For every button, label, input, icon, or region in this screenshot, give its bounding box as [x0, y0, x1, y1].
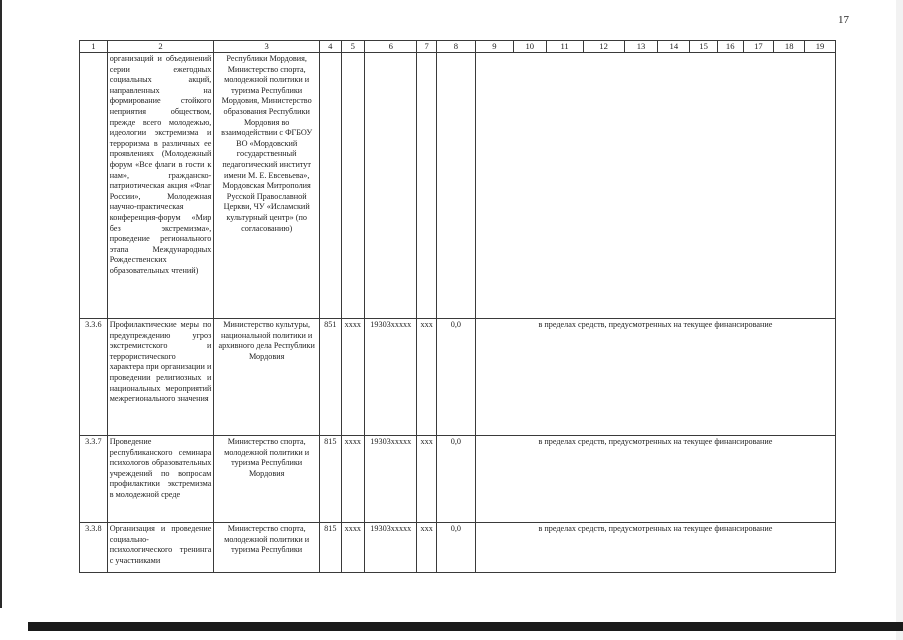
empty-cell — [365, 53, 417, 319]
col-header: 13 — [624, 41, 658, 53]
col-header: 1 — [80, 41, 108, 53]
row-number-cell — [80, 53, 108, 319]
code-cell: хххх — [341, 523, 365, 573]
col-header: 5 — [341, 41, 365, 53]
measure-name-cell: Проведение республиканского семинара психологов образовательных учреждений по вопросам профилактики экстремизма в молодежной среде — [107, 436, 214, 523]
executor-cell: Республики Мордовия, Министерство спорта, молодежной политики и туризма Республики Мордовия, Министерство образования Республики Мордовия во взаимодействии с ФГБОУ ВО «Мордовский государственный педагогический институт имени М. Е. Евсевьева», Мордовская Митрополия Русской Православной Церкви, ЧУ «Исламский культурный центр» (по согласованию) — [214, 53, 320, 319]
col-header: 7 — [417, 41, 436, 53]
col-header: 9 — [475, 41, 513, 53]
scan-bottom-bar — [28, 622, 903, 631]
measure-name-cell: Профилактические меры по предупреждению угроз экстремистского и террористического характера при организации и проведении религиозных и национальных мероприятий межрегионального значения — [107, 319, 214, 436]
empty-cell — [436, 53, 475, 319]
code-cell: хххх — [341, 436, 365, 523]
code-cell: ххх — [417, 523, 436, 573]
col-header: 14 — [658, 41, 690, 53]
page-number: 17 — [838, 14, 849, 26]
executor-cell: Министерство культуры, национальной политики и архивного дела Республики Мордовия — [214, 319, 320, 436]
executor-cell: Министерство спорта, молодежной политики и туризма Республики — [214, 523, 320, 573]
code-cell: 815 — [320, 523, 342, 573]
measure-name-cell: организаций и объединений серии ежегодных социальных акций, направленных на формирование стойкого неприятия обществом, прежде всего молодежью, идеологии экстремизма и терроризма в различных ее проявлениях (Молодежный форум «Все флаги в гости к нам», гражданско-патриотическая акция «Флаг России», Молодежная научно-практическая конференция-форум «Мир без экстремизма», проведение регионального этапа Международных Рождественских образовательных чтений) — [107, 53, 214, 319]
table-row — [80, 523, 836, 573]
program-table — [79, 40, 836, 573]
amount-cell: 0,0 — [436, 319, 475, 436]
code-cell: ххх — [417, 319, 436, 436]
financing-cell: в пределах средств, предусмотренных на текущее финансирование — [475, 319, 835, 436]
col-header: 8 — [436, 41, 475, 53]
amount-cell: 0,0 — [436, 436, 475, 523]
col-header: 12 — [583, 41, 624, 53]
col-header: 16 — [717, 41, 743, 53]
table-row — [80, 319, 836, 436]
code-cell: 19303ххххх — [365, 319, 417, 436]
code-cell: 851 — [320, 319, 342, 436]
amount-cell: 0,0 — [436, 523, 475, 573]
col-header: 4 — [320, 41, 342, 53]
col-header: 2 — [107, 41, 214, 53]
financing-cell: в пределах средств, предусмотренных на текущее финансирование — [475, 436, 835, 523]
col-header: 19 — [805, 41, 836, 53]
empty-cell — [320, 53, 342, 319]
table-row — [80, 436, 836, 523]
col-header: 6 — [365, 41, 417, 53]
col-header: 15 — [690, 41, 718, 53]
code-cell: хххх — [341, 319, 365, 436]
col-header: 10 — [513, 41, 546, 53]
code-cell: 19303ххххх — [365, 523, 417, 573]
empty-cell — [341, 53, 365, 319]
col-header: 18 — [774, 41, 805, 53]
financing-cell: в пределах средств, предусмотренных на текущее финансирование — [475, 523, 835, 573]
scan-edge-right — [896, 0, 903, 640]
row-number-cell: 3.3.7 — [80, 436, 108, 523]
executor-cell: Министерство спорта, молодежной политики и туризма Республики Мордовия — [214, 436, 320, 523]
scan-edge-left — [0, 0, 2, 608]
col-header: 11 — [546, 41, 583, 53]
row-number-cell: 3.3.6 — [80, 319, 108, 436]
header-row — [80, 41, 836, 53]
empty-cell — [417, 53, 436, 319]
code-cell: ххх — [417, 436, 436, 523]
col-header: 17 — [743, 41, 774, 53]
empty-cell — [475, 53, 835, 319]
table-row-continuation — [80, 53, 836, 319]
code-cell: 19303ххххх — [365, 436, 417, 523]
code-cell: 815 — [320, 436, 342, 523]
row-number-cell: 3.3.8 — [80, 523, 108, 573]
measure-name-cell: Организация и проведение социально-психологического тренинга с участниками — [107, 523, 214, 573]
col-header: 3 — [214, 41, 320, 53]
